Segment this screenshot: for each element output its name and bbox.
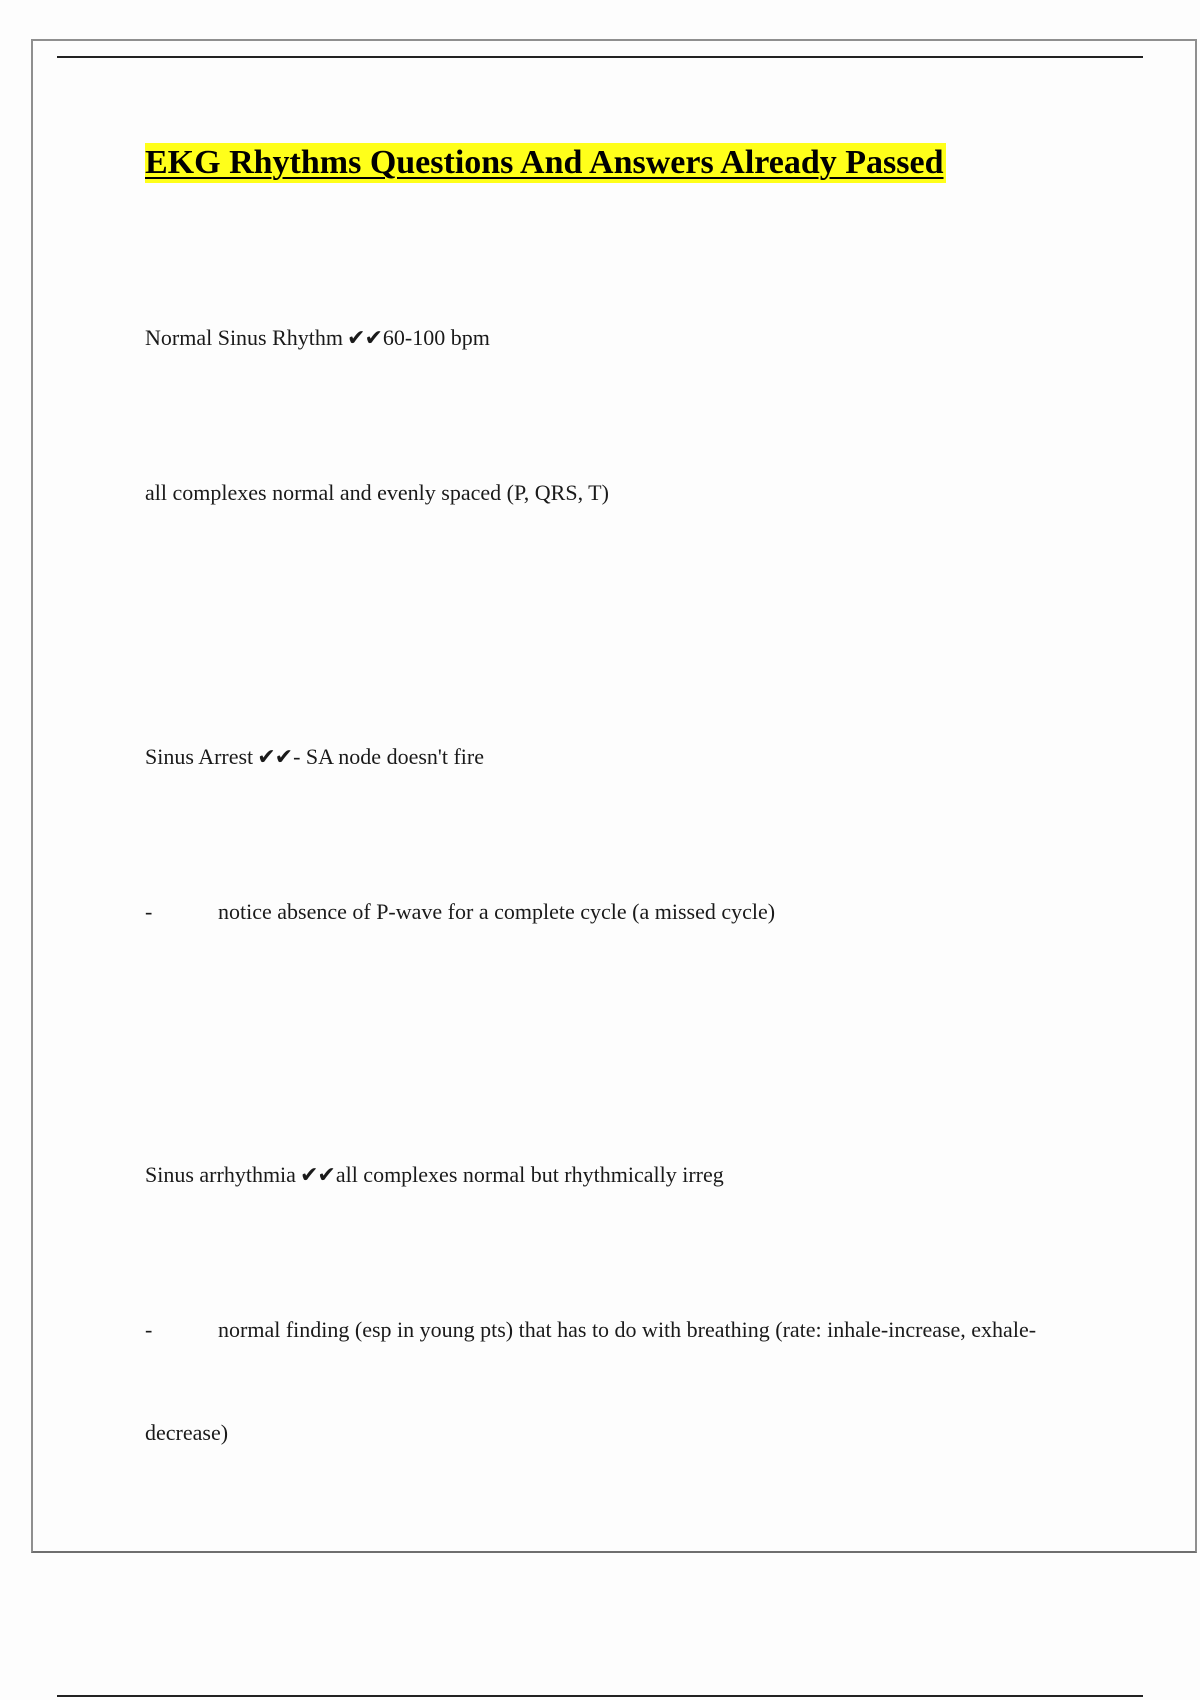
entry-text-line (145, 479, 609, 507)
bullet-text: notice absence of P-wave for a complete cycle (a missed cycle) (218, 899, 776, 924)
document-title: EKG Rhythms Questions And Answers Already Passed (145, 144, 944, 181)
entry-normal-sinus-rhythm (145, 324, 490, 353)
entry-term: Normal Sinus Rhythm (145, 325, 344, 350)
entry-answer: - SA node doesn't fire (293, 744, 484, 769)
check-mark-icon: ✔✔ (257, 745, 293, 770)
check-mark-icon: ✔✔ (299, 1163, 335, 1188)
bullet-text: normal finding (esp in young pts) that has to do with breathing (rate: inhale-increase, exhale- (218, 1317, 1037, 1342)
check-mark-icon: ✔✔ (347, 326, 382, 351)
entry-term: Sinus arrhythmia (145, 1162, 296, 1187)
entry-answer: all complexes normal but rhythmically irreg (335, 1162, 724, 1187)
entry-text-line (145, 1419, 228, 1447)
entry-sinus-arrest (145, 743, 484, 772)
entry-text: all complexes normal and evenly spaced (P, QRS, T) (145, 480, 609, 505)
entry-term: Sinus Arrest (145, 744, 254, 769)
header-rule (57, 56, 1143, 58)
entry-answer: 60-100 bpm (382, 325, 490, 350)
entry-text: decrease) (145, 1420, 229, 1445)
entry-sinus-arrhythmia (145, 1161, 724, 1190)
bullet-line (145, 898, 775, 926)
bullet-dash: - (145, 899, 153, 924)
bullet-dash: - (145, 1317, 153, 1342)
next-page-rule (57, 1695, 1143, 1697)
bullet-line (145, 1316, 1036, 1344)
